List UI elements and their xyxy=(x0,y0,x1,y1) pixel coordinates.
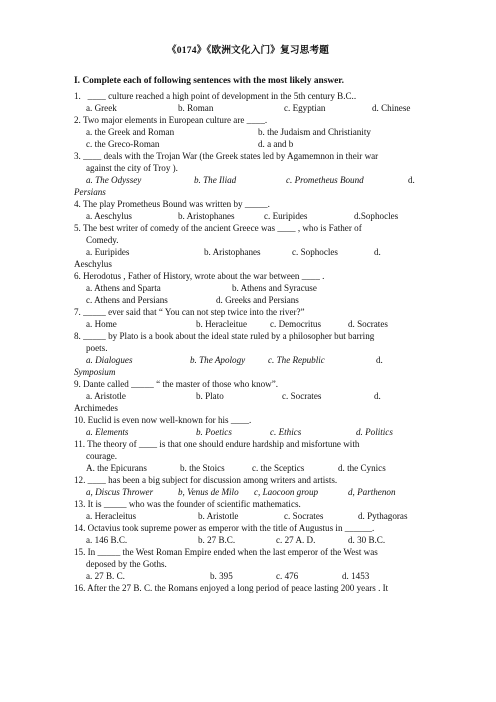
document-title: 《0174》《欧洲文化入门》复习思考题 xyxy=(166,45,330,56)
option-b: b. Poetics xyxy=(196,427,232,437)
option-b: b. Aristophanes xyxy=(178,211,235,221)
question-stem: It is _____ who was the founder of scientific mathematics. xyxy=(87,499,301,509)
option-b: b. The Iliad xyxy=(194,175,237,185)
option-d: d. Chinese xyxy=(372,103,411,113)
option-d-text: Symposium xyxy=(74,367,116,377)
option-a: a. Elements xyxy=(86,427,129,437)
option-b: b. 395 xyxy=(210,571,233,581)
option-c: c. Democritus xyxy=(270,319,322,329)
option-d: d. Greeks and Persians xyxy=(216,295,299,305)
option-d: d.Sophocles xyxy=(354,211,399,221)
question-stem: ____ has been a big subject for discussion among writers and artists. xyxy=(87,475,338,485)
question-stem: The play Prometheus Bound was written by _____. xyxy=(82,199,270,209)
question-stem: _____ by Plato is a book about the ideal state ruled by a philosopher but barring xyxy=(83,331,375,341)
option-a: a. Aristotle xyxy=(86,391,126,401)
option-a: a. 146 B.C. xyxy=(86,535,128,545)
question-stem: ____ deals with the Trojan War (the Greek states led by Agamemnon in their war xyxy=(83,151,379,161)
option-d-text: Persians xyxy=(74,187,106,197)
option-b: b. Roman xyxy=(178,103,214,113)
option-c: c. Sophocles xyxy=(292,247,338,257)
question-2: 2. Two major elements in European culture are ____. xyxy=(74,115,268,125)
question-stem: Dante called _____ “ the master of those who know”. xyxy=(83,379,279,389)
question-8: 8. _____ by Plato is a book about the ideal state ruled by a philosopher but barring poets. xyxy=(74,330,422,354)
question-stem: Two major elements in European culture are ____. xyxy=(82,115,268,125)
option-b: b. Aristophanes xyxy=(204,247,261,257)
option-b: b, Venus de Milo xyxy=(178,487,239,497)
option-d: d. Politics xyxy=(356,427,393,437)
option-b: b. Plato xyxy=(196,391,224,401)
question-12: 12. ____ has been a big subject for discussion among writers and artists. xyxy=(74,475,338,485)
option-d: d, Parthenon xyxy=(348,487,396,497)
option-a: a. Heracleitus xyxy=(86,511,136,521)
question-stem: Herodotus , Father of History, wrote about the war between ____ . xyxy=(83,271,325,281)
option-a: a. Dialogues xyxy=(86,355,133,365)
option-a: a. Euripides xyxy=(86,247,130,257)
section-heading: I. Complete each of following sentences with the most likely answer. xyxy=(74,76,344,86)
option-d-text: Aeschylus xyxy=(74,259,112,269)
option-b: b. 27 B.C. xyxy=(198,535,236,545)
option-a: a, Discus Thrower xyxy=(86,487,154,497)
question-stem: The theory of ____ is that one should endure hardship and misfortune with xyxy=(87,439,360,449)
option-d: d. xyxy=(374,391,381,401)
question-1: 1. ____ culture reached a high point of development in the 5th century B.C.. xyxy=(74,91,357,101)
question-13: 13. It is _____ who was the founder of scientific mathematics. xyxy=(74,499,301,509)
option-c: c. The Republic xyxy=(268,355,325,365)
option-d: d. the Cynics xyxy=(338,463,386,473)
option-c: c. Ethics xyxy=(270,427,302,437)
option-c: c. 27 A. D. xyxy=(276,535,316,545)
option-d: d. a and b xyxy=(258,139,294,149)
question-14: 14. Octavius took supreme power as emperor with the title of Augustus in ______. xyxy=(74,523,375,533)
question-4: 4. The play Prometheus Bound was written by _____. xyxy=(74,199,270,209)
question-stem: ____ culture reached a high point of development in the 5th century B.C.. xyxy=(87,91,357,101)
question-stem-continued: deposed by the Goths. xyxy=(86,559,167,569)
option-d: d. xyxy=(408,175,415,185)
option-a: a. Home xyxy=(86,319,117,329)
option-c: c. Athens and Persians xyxy=(86,295,168,305)
option-d: d. xyxy=(374,247,381,257)
option-d: d. 1453 xyxy=(342,571,370,581)
option-c: c. Euripides xyxy=(264,211,308,221)
option-b: b. the Judaism and Christianity xyxy=(258,127,371,137)
question-stem: Octavius took supreme power as emperor with the title of Augustus in ______. xyxy=(87,523,375,533)
question-stem: _____ ever said that “ You can not step twice into the river?” xyxy=(83,307,305,317)
question-stem-continued: poets. xyxy=(86,343,108,353)
option-b: b. Heracleitue xyxy=(196,319,247,329)
option-b: b. the Stoics xyxy=(180,463,225,473)
option-c: c. 476 xyxy=(276,571,299,581)
question-stem: In _____ the West Roman Empire ended when the last emperor of the West was xyxy=(87,547,378,557)
question-stem: Euclid is even now well-known for his ____. xyxy=(87,415,252,425)
question-16: 16. After the 27 B. C. the Romans enjoyed a long period of peace lasting 200 years . It xyxy=(74,583,389,593)
option-b: b. Aristotle xyxy=(198,511,239,521)
question-6: 6. Herodotus , Father of History, wrote about the war between ____ . xyxy=(74,271,325,281)
question-stem: After the 27 B. C. the Romans enjoyed a long period of peace lasting 200 years . It xyxy=(87,583,389,593)
option-d: d. Socrates xyxy=(348,319,388,329)
question-7: 7. _____ ever said that “ You can not step twice into the river?” xyxy=(74,307,305,317)
option-a: a. Aeschylus xyxy=(86,211,132,221)
question-stem-continued: courage. xyxy=(86,451,118,461)
option-a: a. Athens and Sparta xyxy=(86,283,161,293)
option-c: c. the Greco-Roman xyxy=(86,139,160,149)
option-a: a. The Odyssey xyxy=(86,175,142,185)
question-stem-continued: Comedy. xyxy=(86,235,119,245)
question-stem-continued: against the city of Troy ). xyxy=(86,163,178,173)
option-d: d. Pythagoras xyxy=(358,511,408,521)
option-d: d. xyxy=(376,355,383,365)
option-a: A. the Epicurans xyxy=(86,463,147,473)
option-b: b. The Apology xyxy=(190,355,246,365)
option-c: c. Socrates xyxy=(284,511,324,521)
question-11: 11. The theory of ____ is that one should endure hardship and misfortune with courage. xyxy=(74,438,422,462)
option-a: a. Greek xyxy=(86,103,117,113)
question-10: 10. Euclid is even now well-known for his ____. xyxy=(74,415,252,425)
option-a: a. 27 B. C. xyxy=(86,571,125,581)
option-d: d. 30 B.C. xyxy=(348,535,386,545)
option-c: c, Laocoon group xyxy=(254,487,319,497)
question-15: 15. In _____ the West Roman Empire ended when the last emperor of the West was deposed by the Goths. xyxy=(74,546,422,570)
question-5: 5. The best writer of comedy of the ancient Greece was ____ , who is Father of Comedy. xyxy=(74,222,422,246)
option-c: c. the Sceptics xyxy=(252,463,305,473)
question-3: 3. ____ deals with the Trojan War (the Greek states led by Agamemnon in their war against the city of Troy ). xyxy=(74,150,422,174)
option-c: c. Socrates xyxy=(282,391,322,401)
question-stem: The best writer of comedy of the ancient Greece was ____ , who is Father of xyxy=(82,223,362,233)
option-a: a. the Greek and Roman xyxy=(86,127,175,137)
option-d-text: Archimedes xyxy=(74,403,118,413)
option-c: c. Egyptian xyxy=(284,103,326,113)
option-c: c. Prometheus Bound xyxy=(286,175,364,185)
option-b: b. Athens and Syracuse xyxy=(232,283,317,293)
question-9: 9. Dante called _____ “ the master of those who know”. xyxy=(74,379,279,389)
